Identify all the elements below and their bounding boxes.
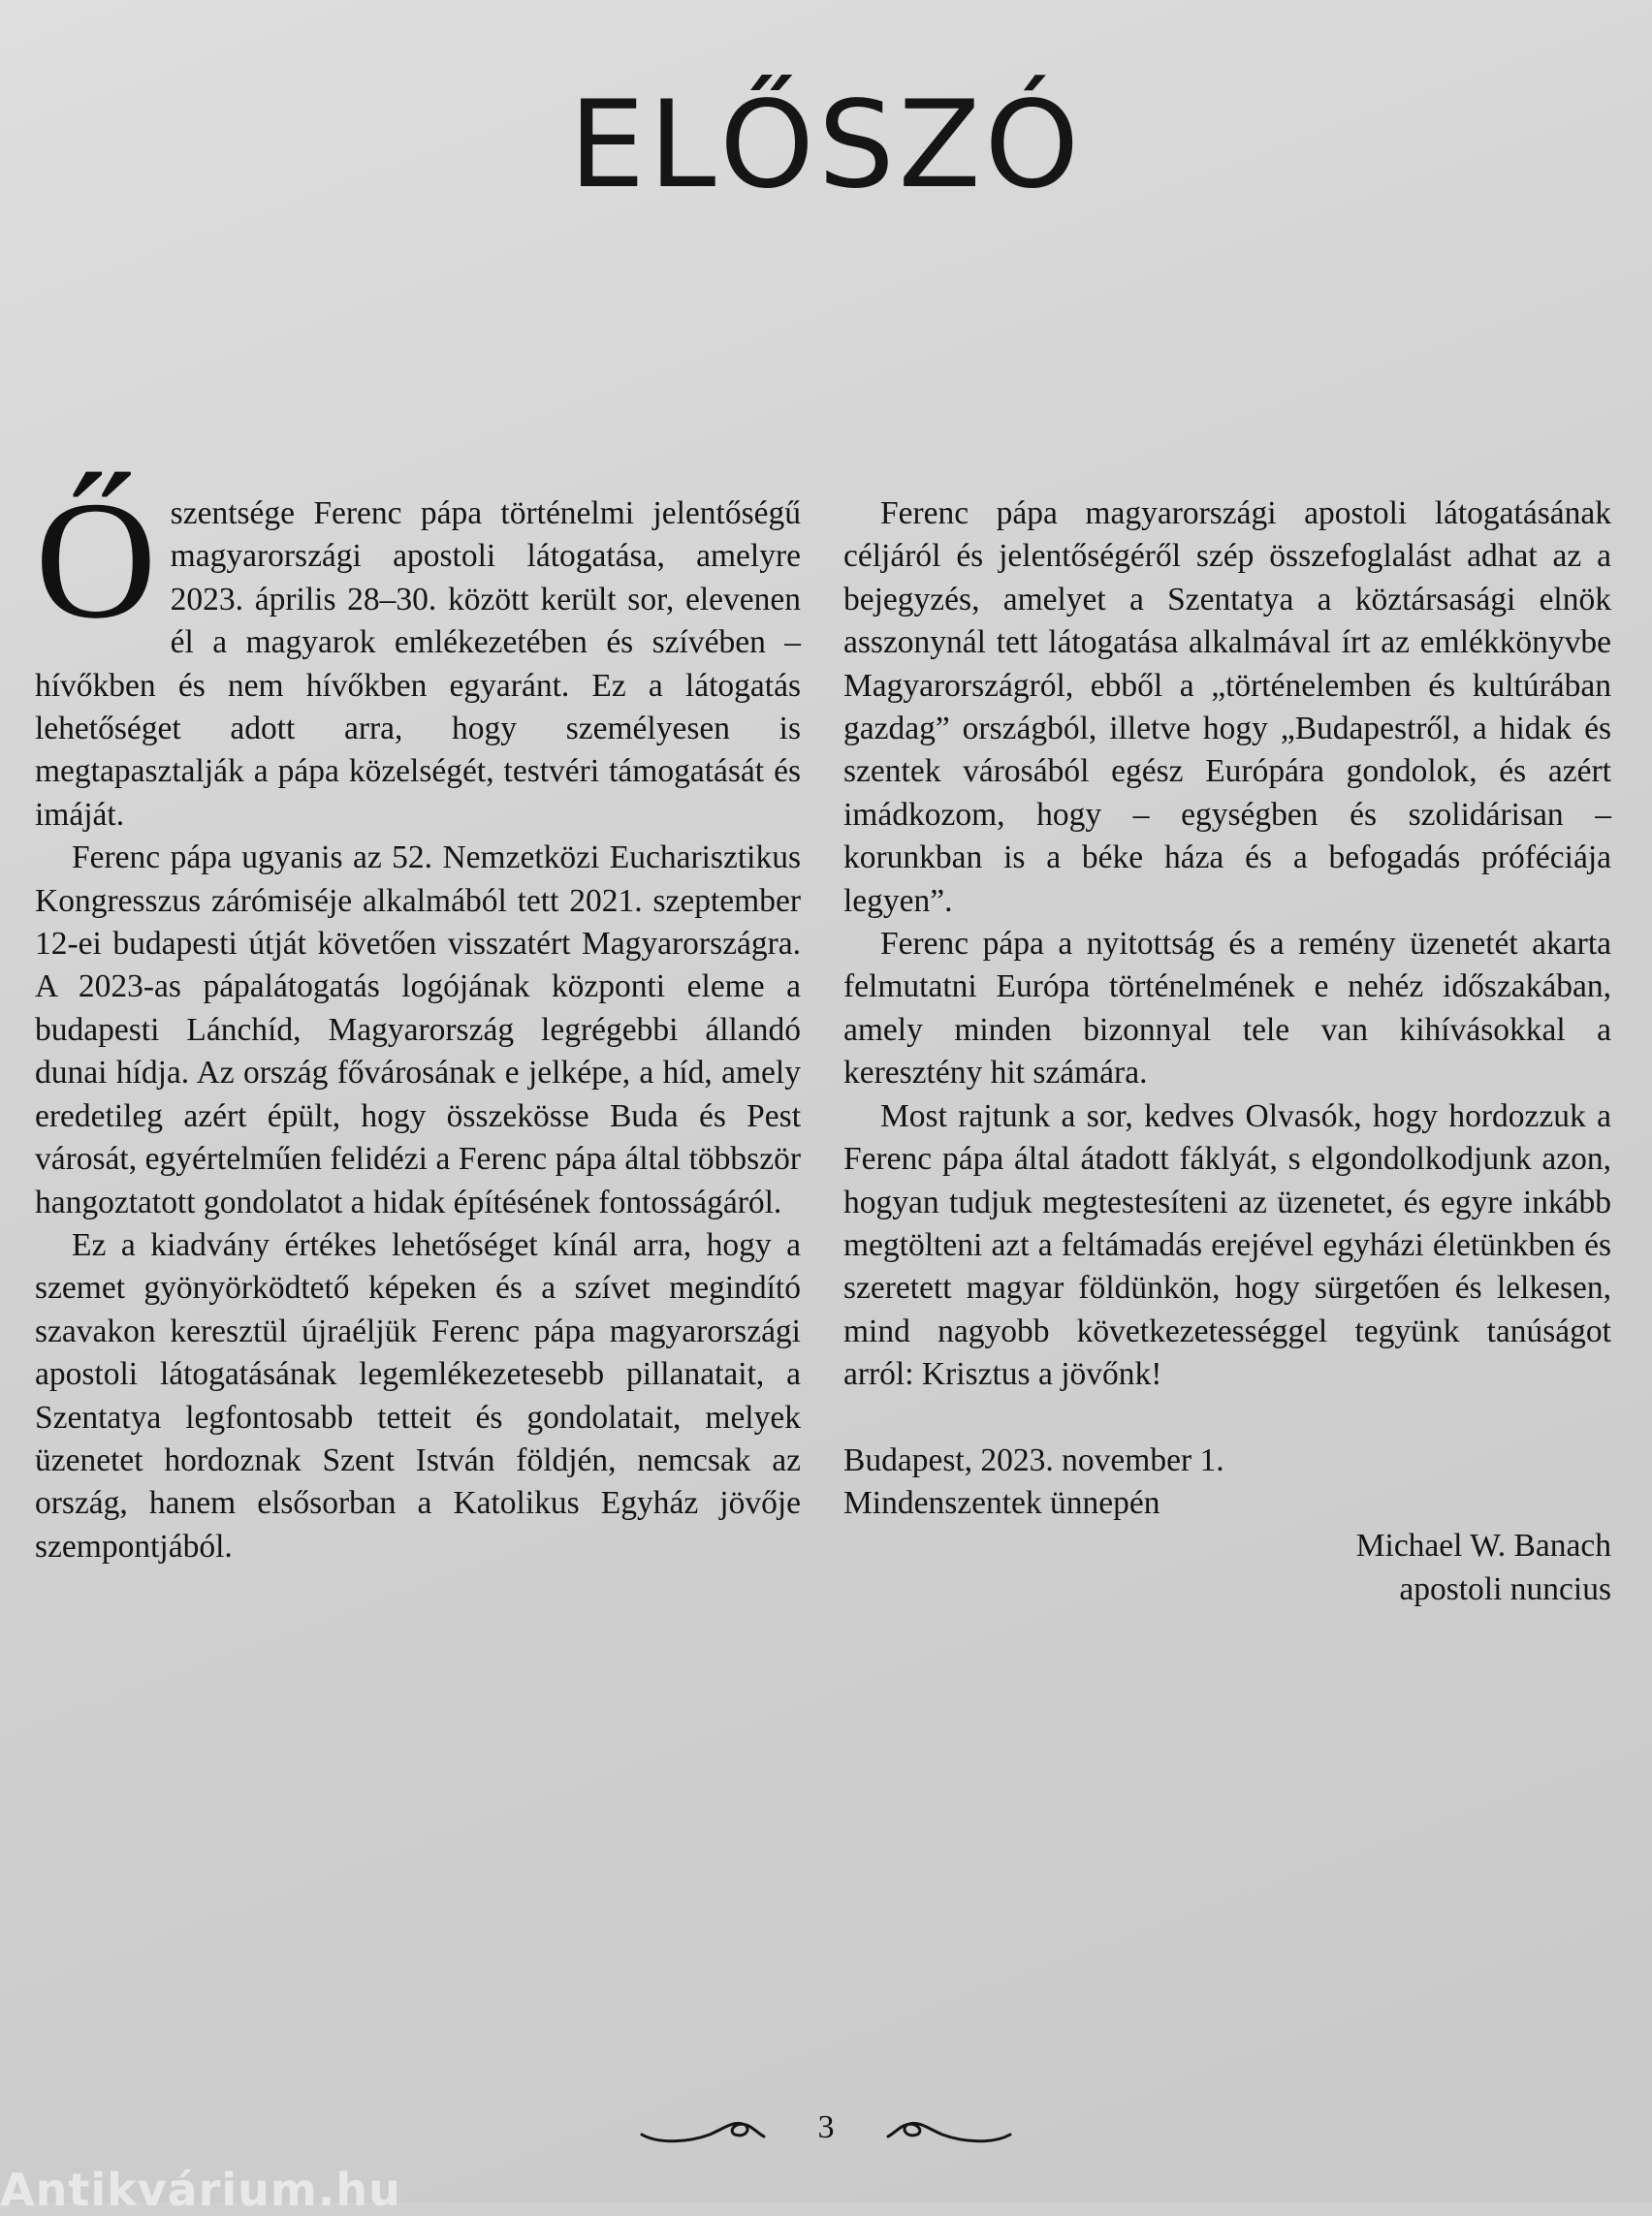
signature-title: apostoli nuncius [1399, 1570, 1611, 1607]
paragraph-3: Ez a kiadvány értékes lehetőséget kínál arra, hogy a szemet gyönyörködtető képeken és a szívet megindító szavakon keresztül újraéljük Ferenc pápa magyarországi apostoli látogatásának legemlékezetesebb pillanatait, a Szentatya legfontosabb tetteit és gondolatait, melyek üzenetet hordoznak Szent István földjén, nemcsak az ország, hanem elsősorban a Katolikus Egyház jövője szempontjából. [35, 1226, 801, 1565]
spacer [843, 1397, 1611, 1440]
place-date: Budapest, 2023. november 1. [843, 1441, 1224, 1478]
paragraph-2: Ferenc pápa ugyanis az 52. Nemzetközi Eucharisztikus Kongresszus zárómiséje alkalmából tett 2021. szeptember 12-ei budapesti útját követően visszatért Magyarországra. A 2023-as pápalátogatás logójának központi eleme a budapesti Lánchíd, Magyarország legrégebbi állandó dunai hídja. Az ország fővárosának e jelképe, a híd, amely eredetileg azért épült, hogy összekösse Buda és Pest városát, egyértelműen felidézi a Ferenc pápa által többször hangoztatott gondolatot a hidak építésének fontosságáról. [35, 839, 801, 1220]
page-number: 3 [817, 2109, 835, 2145]
feast-line: Mindenszentek ünnepén [843, 1484, 1160, 1521]
right-column [843, 492, 1611, 1611]
page-title: ELŐSZÓ [568, 76, 1084, 215]
paragraph-5: Ferenc pápa a nyitottság és a remény üzenetét akarta felmutatni Európa történelmének e nehéz időszakában, amely minden bizonnyal tele van kihívásokkal a keresztény hit számára. [843, 926, 1611, 1092]
signature-name: Michael W. Banach [1355, 1528, 1611, 1565]
paragraph-6: Most rajtunk a sor, kedves Olvasók, hogy hordozzuk a Ferenc pápa által átadott fáklyát, s elgondolkodjunk azon, hogyan tudjuk megtestesíteni az üzenetet, és egyre inkább megtölteni azt a feltámadás erejével egyházi életünkben és szeretett magyar földünkön, hogy sürgetően és lelkesen, mind nagyobb következetességgel tegyünk tanúságot arról: Krisztus a jövőnk! [843, 1097, 1611, 1393]
paragraph-1 [35, 466, 801, 837]
page-footer [0, 2104, 1652, 2162]
swirl-left-ornament-icon [640, 2115, 766, 2153]
paragraph-1-text: szentsége Ferenc pápa történelmi jelentőségű magyarországi apostoli látogatása, amelyre 2023. április 28–30. között került sor, elevenen él a magyarok emlékezetében és szívében – hívőkben és nem hívőkben egyaránt. Ez a látogatás lehetőséget adott arra, hogy személyesen is megtapasztalják a pápa közelségét, testvéri támogatását és imáját. [35, 495, 801, 833]
paragraph-4: Ferenc pápa magyarországi apostoli látogatásának céljáról és jelentőségéről szép összefoglalást adhat az a bejegyzés, amelyet a Szentatya a köztársasági elnök asszonynál tett látogatása alkalmával írt az emlékkönyvbe Magyarországról, ebből a „történelemben és kultúrában gazdag” országból, illetve hogy „Budapestről, a hidak és szentek városából egész Európára gondolok, és azért imádkozom, hogy – egységben és szolidárisan – korunkban is a béke háza és a befogadás próféciája legyen”. [843, 495, 1611, 919]
watermark: Antikvárium.hu [0, 2164, 401, 2216]
swirl-right-ornament-icon [886, 2115, 1012, 2153]
left-column [35, 466, 801, 1568]
drop-cap: Ő [35, 466, 157, 653]
